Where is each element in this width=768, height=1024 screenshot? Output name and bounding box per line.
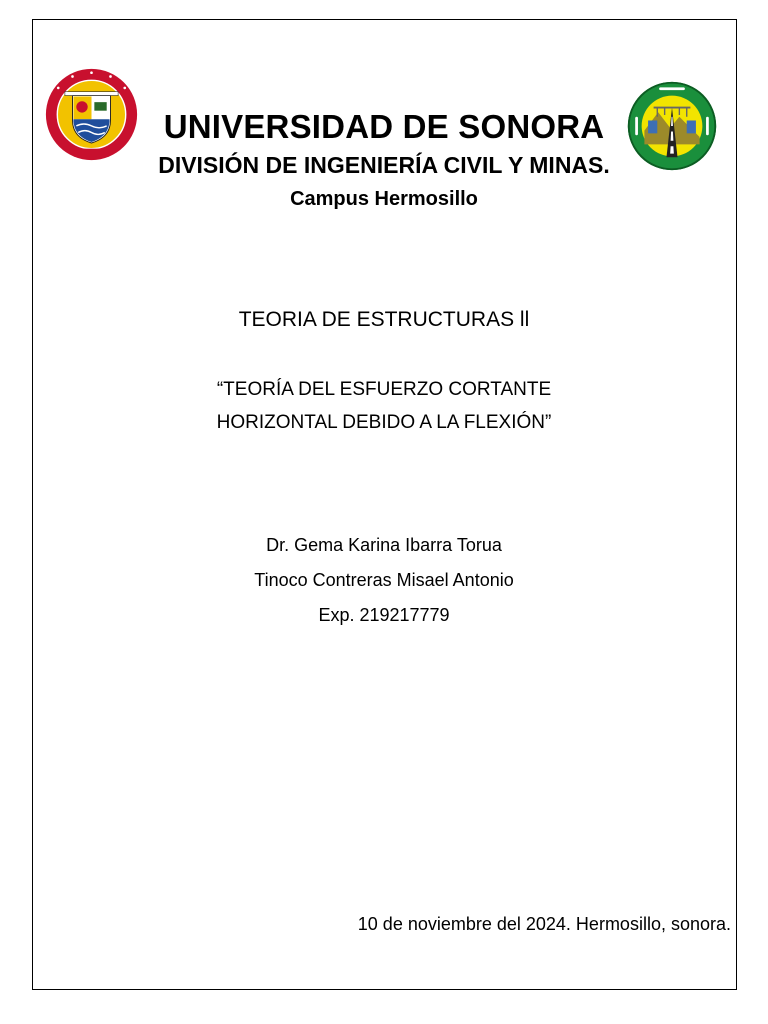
course-name: TEORIA DE ESTRUCTURAS ll	[238, 308, 530, 331]
teacher-name: Dr. Gema Karina Ibarra Torua	[266, 535, 502, 555]
university-title: UNIVERSIDAD DE SONORA	[163, 108, 605, 145]
topic-line-2: HORIZONTAL DEBIDO A LA FLEXIÓN”	[216, 412, 552, 433]
student-name: Tinoco Contreras Misael Antonio	[254, 570, 514, 590]
topic-title	[34, 373, 734, 439]
date-place: 10 de noviembre del 2024. Hermosillo, sonora.	[357, 914, 731, 934]
campus-title: Campus Hermosillo	[290, 188, 478, 210]
division-title: DIVISIÓN DE INGENIERÍA CIVIL Y MINAS.	[158, 152, 610, 178]
author-block	[34, 528, 734, 633]
expedient-number: Exp. 219217779	[318, 605, 450, 625]
topic-line-1: “TEORÍA DEL ESFUERZO CORTANTE	[216, 379, 552, 400]
